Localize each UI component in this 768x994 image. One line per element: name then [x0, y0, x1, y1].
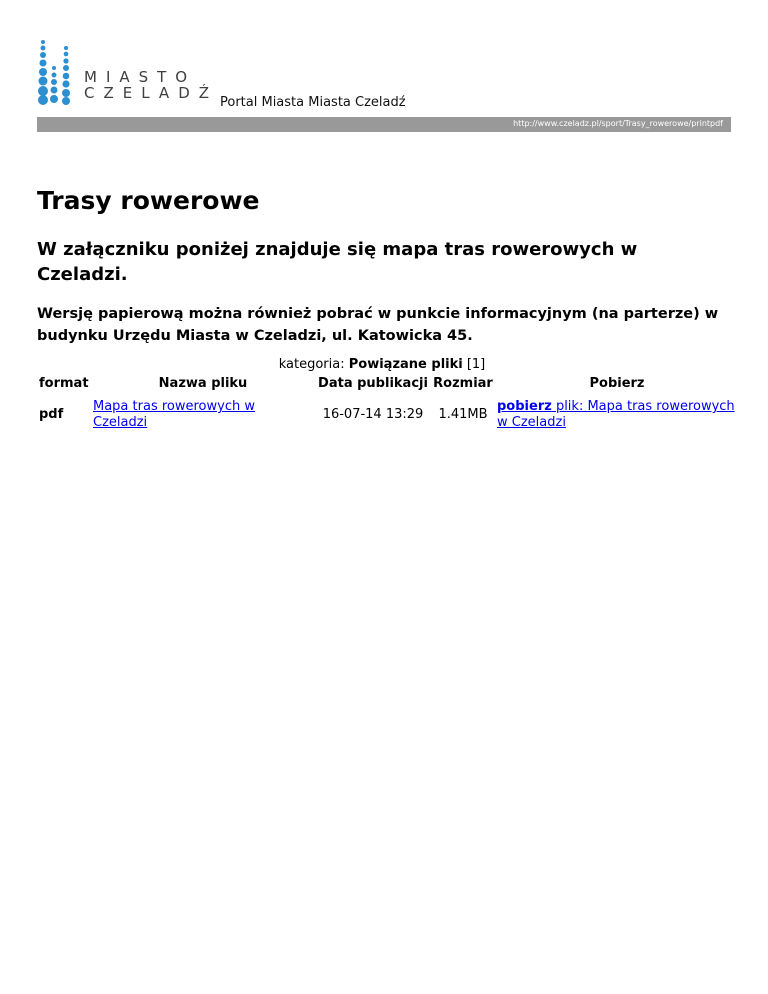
logo-wordmark	[84, 69, 218, 101]
page-title: Trasy rowerowe	[37, 186, 260, 215]
logo-line-2: CZELADŹ	[84, 84, 219, 102]
site-logo[interactable]	[38, 38, 218, 108]
download-label: pobierz	[497, 399, 552, 414]
url-bar	[37, 117, 731, 132]
page-url: http://www.czeladz.pl/sport/Trasy_rowerowe/printpdf	[513, 119, 723, 128]
table-row	[37, 397, 739, 433]
category-label: kategoria:	[278, 357, 345, 372]
header-format: format	[39, 376, 89, 391]
cell-format: pdf	[39, 407, 64, 422]
logo-line-1: MIASTO	[84, 68, 197, 86]
cell-size: 1.41MB	[438, 407, 488, 422]
cell-date: 16-07-14 13:29	[322, 407, 424, 422]
cell-download	[495, 397, 739, 433]
download-link[interactable]	[497, 399, 735, 430]
city-logo-icon	[38, 38, 78, 106]
header-size: Rozmiar	[433, 376, 493, 391]
attachments-table	[37, 373, 739, 433]
header-date: Data publikacji	[318, 376, 428, 391]
header-name: Nazwa pliku	[158, 376, 248, 391]
category-count: [1]	[466, 357, 486, 372]
portal-title: Portal Miasta Miasta Czeladź	[220, 95, 406, 110]
file-name-link[interactable]: Mapa tras rowerowych w Czeladzi	[93, 399, 255, 430]
category-name: Powiązane pliki	[348, 357, 463, 372]
cell-name	[91, 397, 315, 433]
article-paragraph: Wersję papierową można również pobrać w punkcie informacyjnym (na parterze) w budynku Urzędu Miasta w Czeladzi, ul. Katowicka 45.	[37, 306, 719, 344]
article-lead: W załączniku poniżej znajduje się mapa tras rowerowych w Czeladzi.	[37, 239, 638, 285]
download-text: plik: Mapa tras rowerowych w Czeladzi	[497, 399, 735, 430]
header-download: Pobierz	[589, 376, 645, 391]
category-line	[37, 357, 727, 372]
table-header-row	[37, 373, 739, 397]
